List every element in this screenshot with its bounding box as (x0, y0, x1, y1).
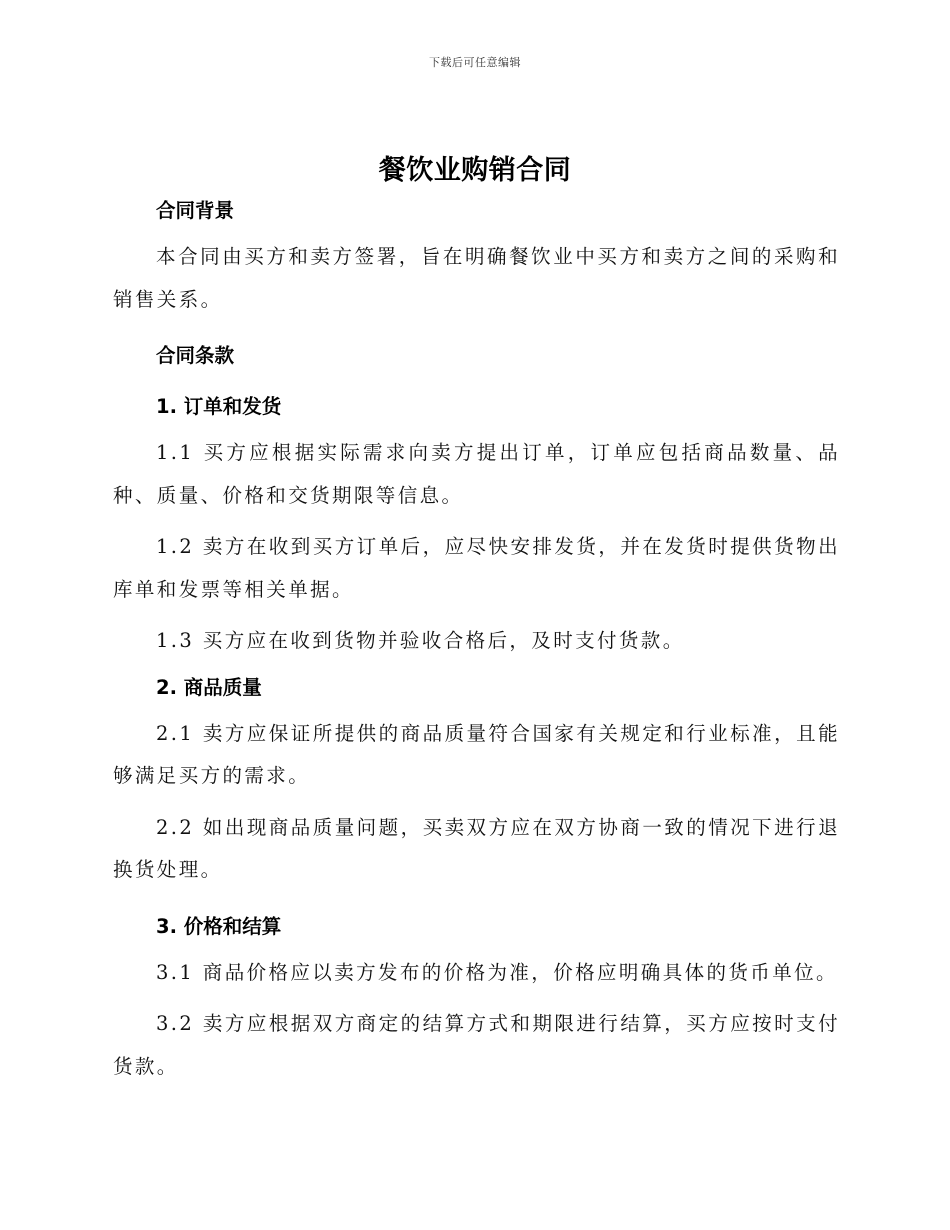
section-heading-pricing: 3. 价格和结算 (156, 914, 282, 938)
section-heading-background: 合同背景 (156, 199, 235, 222)
clause-2-2: 2.2 如出现商品质量问题，买卖双方应在双方协商一致的情况下进行退换货处理。 (113, 815, 840, 881)
document-body (113, 195, 840, 1088)
header-note: 下载后可任意编辑 (429, 56, 521, 69)
clause-1-2: 1.2 卖方在收到买方订单后，应尽快安排发货，并在发货时提供货物出库单和发票等相关单据。 (113, 535, 840, 601)
paragraph-background: 本合同由买方和卖方签署，旨在明确餐饮业中买方和卖方之间的采购和销售关系。 (113, 245, 840, 311)
section-heading-quality: 2. 商品质量 (156, 675, 262, 699)
clause-1-3: 1.3 买方应在收到货物并验收合格后，及时支付货款。 (156, 629, 685, 652)
clause-2-1: 2.1 卖方应保证所提供的商品质量符合国家有关规定和行业标准，且能够满足买方的需求。 (113, 721, 840, 787)
section-heading-terms: 合同条款 (156, 344, 235, 367)
section-heading-orders: 1. 订单和发货 (156, 395, 282, 418)
clause-3-1: 3.1 商品价格应以卖方发布的价格为准，价格应明确具体的货币单位。 (156, 960, 838, 984)
clause-3-2: 3.2 卖方应根据双方商定的结算方式和期限进行结算，买方应按时支付货款。 (113, 1012, 840, 1078)
document-title: 餐饮业购销合同 (378, 155, 572, 186)
clause-1-1: 1.1 买方应根据实际需求向卖方提出订单，订单应包括商品数量、品种、质量、价格和交货期限等信息。 (113, 441, 840, 507)
